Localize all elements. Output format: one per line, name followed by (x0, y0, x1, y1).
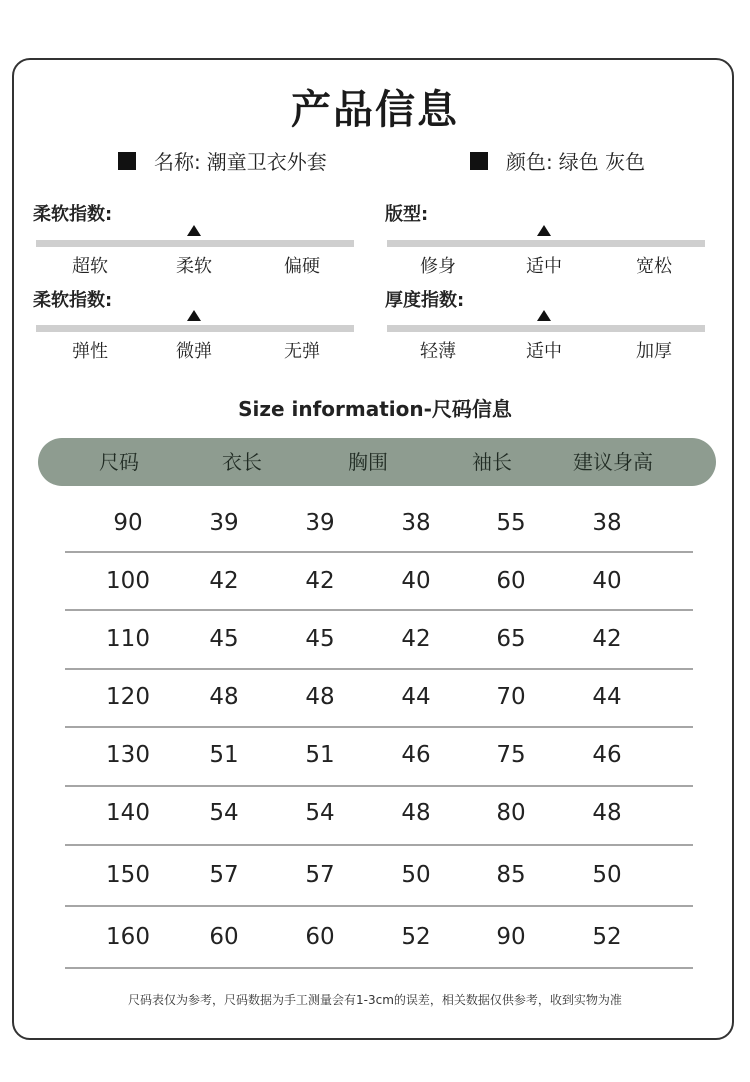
index-option: 弹性 (72, 341, 108, 362)
table-cell: 60 (209, 924, 239, 950)
index-option: 宽松 (636, 256, 672, 277)
table-row (0, 908, 750, 966)
color-label: 颜色: (506, 150, 553, 174)
index-option: 无弹 (284, 341, 320, 362)
table-header-cell: 尺码 (99, 450, 139, 474)
indicator-triangle-icon (187, 225, 201, 236)
index-option: 轻薄 (420, 341, 456, 362)
table-header-cell: 衣长 (222, 450, 262, 474)
name-value: 潮童卫衣外套 (206, 150, 327, 174)
table-cell: 57 (305, 862, 335, 888)
index-option: 修身 (420, 256, 456, 277)
table-cell: 70 (496, 684, 526, 710)
square-bullet-icon (118, 152, 136, 170)
table-cell: 80 (496, 800, 526, 826)
square-bullet-icon (470, 152, 488, 170)
index-scale-bar (387, 240, 705, 247)
index-scale-bar (387, 325, 705, 332)
table-cell: 90 (113, 510, 143, 536)
index-option: 柔软 (176, 256, 212, 277)
table-cell: 48 (401, 800, 431, 826)
table-cell: 54 (209, 800, 239, 826)
table-header-cell: 建议身高 (573, 450, 653, 474)
table-cell: 52 (401, 924, 431, 950)
table-cell: 60 (305, 924, 335, 950)
index-option: 加厚 (636, 341, 672, 362)
table-cell: 48 (592, 800, 622, 826)
index-scale-bar (36, 325, 354, 332)
table-cell: 85 (496, 862, 526, 888)
table-cell: 45 (305, 626, 335, 652)
table-row (0, 552, 750, 610)
table-cell: 57 (209, 862, 239, 888)
indicator-triangle-icon (537, 225, 551, 236)
table-cell: 51 (209, 742, 239, 768)
table-cell: 40 (401, 568, 431, 594)
index-scale-bar (36, 240, 354, 247)
indicator-triangle-icon (537, 310, 551, 321)
table-cell: 110 (106, 626, 150, 652)
index-option: 适中 (526, 256, 562, 277)
table-cell: 42 (305, 568, 335, 594)
table-cell: 46 (592, 742, 622, 768)
table-row (0, 726, 750, 784)
table-cell: 75 (496, 742, 526, 768)
table-cell: 46 (401, 742, 431, 768)
index-option: 微弹 (176, 341, 212, 362)
row-divider (65, 967, 693, 969)
color-value: 绿色 灰色 (558, 150, 646, 174)
index-option: 适中 (526, 341, 562, 362)
table-cell: 40 (592, 568, 622, 594)
table-cell: 52 (592, 924, 622, 950)
table-cell: 60 (496, 568, 526, 594)
name-label: 名称: (154, 150, 201, 174)
table-cell: 38 (401, 510, 431, 536)
table-cell: 42 (401, 626, 431, 652)
table-cell: 120 (106, 684, 150, 710)
product-color (470, 146, 645, 175)
table-cell: 54 (305, 800, 335, 826)
table-cell: 140 (106, 800, 150, 826)
size-table-header (38, 438, 716, 486)
page-title: 产品信息 (291, 87, 459, 133)
table-cell: 160 (106, 924, 150, 950)
table-row (0, 668, 750, 726)
table-cell: 150 (106, 862, 150, 888)
index-label: 柔软指数: (33, 290, 113, 311)
table-header-cell: 袖长 (472, 450, 512, 474)
table-cell: 50 (592, 862, 622, 888)
table-cell: 55 (496, 510, 526, 536)
index-option: 超软 (72, 256, 108, 277)
table-cell: 42 (592, 626, 622, 652)
table-cell: 130 (106, 742, 150, 768)
table-cell: 38 (592, 510, 622, 536)
table-row (0, 784, 750, 842)
table-cell: 65 (496, 626, 526, 652)
product-name (118, 146, 327, 175)
table-cell: 39 (305, 510, 335, 536)
table-cell: 51 (305, 742, 335, 768)
index-option: 偏硬 (284, 256, 320, 277)
table-cell: 44 (592, 684, 622, 710)
table-row (0, 846, 750, 904)
disclaimer-note: 尺码表仅为参考，尺码数据为手工测量会有1-3cm的误差，相关数据仅供参考，收到实物为准 (128, 993, 622, 1007)
index-label: 版型: (385, 204, 429, 225)
table-cell: 100 (106, 568, 150, 594)
index-label: 厚度指数: (385, 290, 465, 311)
table-cell: 48 (305, 684, 335, 710)
table-cell: 45 (209, 626, 239, 652)
table-header-cell: 胸围 (348, 450, 388, 474)
table-row (0, 610, 750, 668)
index-label: 柔软指数: (33, 204, 113, 225)
table-cell: 48 (209, 684, 239, 710)
table-cell: 39 (209, 510, 239, 536)
table-row (0, 494, 750, 552)
row-divider (65, 905, 693, 907)
table-cell: 50 (401, 862, 431, 888)
indicator-triangle-icon (187, 310, 201, 321)
table-cell: 90 (496, 924, 526, 950)
table-cell: 44 (401, 684, 431, 710)
size-section-title: Size information-尺码信息 (238, 397, 512, 421)
table-cell: 42 (209, 568, 239, 594)
